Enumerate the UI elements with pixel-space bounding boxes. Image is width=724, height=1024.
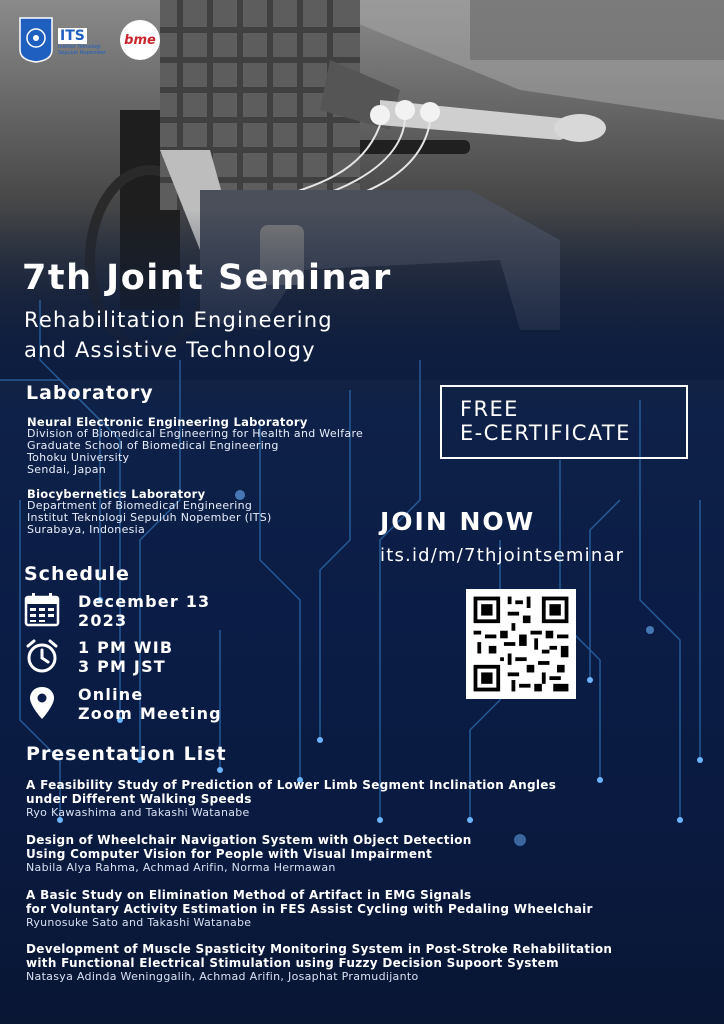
schedule-date-row bbox=[24, 592, 210, 630]
presentation-authors: Natasya Adinda Weninggalih, Achmad Arifin, Josaphat Pramudijanto bbox=[26, 970, 419, 983]
laboratory-heading: Laboratory bbox=[26, 382, 154, 404]
seminar-title: 7th Joint Seminar bbox=[22, 258, 392, 298]
lab-name: Biocybernetics Laboratory bbox=[27, 487, 206, 501]
presentation-title-line: A Feasibility Study of Prediction of Lower Limb Segment Inclination Angles bbox=[26, 778, 557, 792]
lab-block-biocybernetics bbox=[27, 488, 272, 536]
schedule-heading: Schedule bbox=[24, 563, 130, 585]
lab-line: Surabaya, Indonesia bbox=[27, 523, 146, 536]
lab-line: Institut Teknologi Sepuluh Nopember (ITS) bbox=[27, 511, 272, 524]
presentation-authors: Ryo Kawashima and Takashi Watanabe bbox=[26, 806, 250, 819]
bme-logo-text: bme bbox=[124, 32, 156, 48]
presentation-item bbox=[26, 942, 706, 983]
schedule-time: 1 PM WIB 3 PM JST bbox=[78, 638, 174, 676]
presentation-list-heading: Presentation List bbox=[26, 743, 227, 765]
lab-line: Graduate School of Biomedical Engineering bbox=[27, 439, 279, 452]
presentation-item bbox=[26, 888, 706, 929]
presentation-title-line: Design of Wheelchair Navigation System with Object Detection bbox=[26, 833, 472, 847]
presentation-title-line: for Voluntary Activity Estimation in FES Assist Cycling with Pedaling Wheelchair bbox=[26, 902, 593, 916]
clock-icon bbox=[24, 638, 60, 674]
registration-link[interactable]: its.id/m/7thjointseminar bbox=[380, 545, 625, 566]
join-now-label: JOIN NOW bbox=[380, 507, 536, 536]
certificate-line-2: E-CERTIFICATE bbox=[460, 421, 631, 445]
free-certificate-box bbox=[440, 385, 688, 459]
bme-logo bbox=[120, 20, 160, 60]
its-logo-text bbox=[58, 25, 116, 56]
schedule-time-row bbox=[24, 638, 173, 676]
schedule-location: Online Zoom Meeting bbox=[78, 685, 222, 723]
certificate-line-1: FREE bbox=[460, 397, 519, 421]
schedule-location-row bbox=[24, 685, 222, 723]
subtitle-line-1: Rehabilitation Engineering bbox=[24, 308, 333, 332]
its-logo-icon bbox=[18, 16, 54, 64]
presentation-title-line: Using Computer Vision for People with Visual Impairment bbox=[26, 847, 433, 861]
seminar-subtitle bbox=[24, 305, 333, 365]
lab-block-neural bbox=[27, 416, 363, 476]
lab-line: Tohoku University bbox=[27, 451, 130, 464]
lab-name: Neural Electronic Engineering Laboratory bbox=[27, 415, 308, 429]
location-pin-icon bbox=[24, 685, 60, 721]
logo-bar bbox=[18, 16, 160, 64]
lab-line: Division of Biomedical Engineering for Health and Welfare bbox=[27, 427, 364, 440]
presentation-authors: Nabila Alya Rahma, Achmad Arifin, Norma Hermawan bbox=[26, 861, 336, 874]
its-logo-title: ITS bbox=[60, 27, 85, 44]
presentation-authors: Ryunosuke Sato and Takashi Watanabe bbox=[26, 916, 252, 929]
presentation-title-line: with Functional Electrical Stimulation using Fuzzy Decision Supoort System bbox=[26, 956, 559, 970]
presentation-title-line: under Different Walking Speeds bbox=[26, 792, 252, 806]
lab-line: Department of Biomedical Engineering bbox=[27, 499, 253, 512]
presentation-item bbox=[26, 778, 706, 819]
subtitle-line-2: and Assistive Technology bbox=[24, 338, 316, 362]
qr-code-icon[interactable] bbox=[466, 589, 576, 699]
lab-line: Sendai, Japan bbox=[27, 463, 107, 476]
its-logo-subtitle: Institut Teknologi Sepuluh Nopember bbox=[58, 43, 107, 56]
presentation-item bbox=[26, 833, 706, 874]
calendar-icon bbox=[24, 592, 60, 628]
schedule-date: December 13 2023 bbox=[78, 592, 211, 630]
presentation-title-line: A Basic Study on Elimination Method of Artifact in EMG Signals bbox=[26, 888, 472, 902]
presentation-title-line: Development of Muscle Spasticity Monitoring System in Post-Stroke Rehabilitation bbox=[26, 942, 613, 956]
